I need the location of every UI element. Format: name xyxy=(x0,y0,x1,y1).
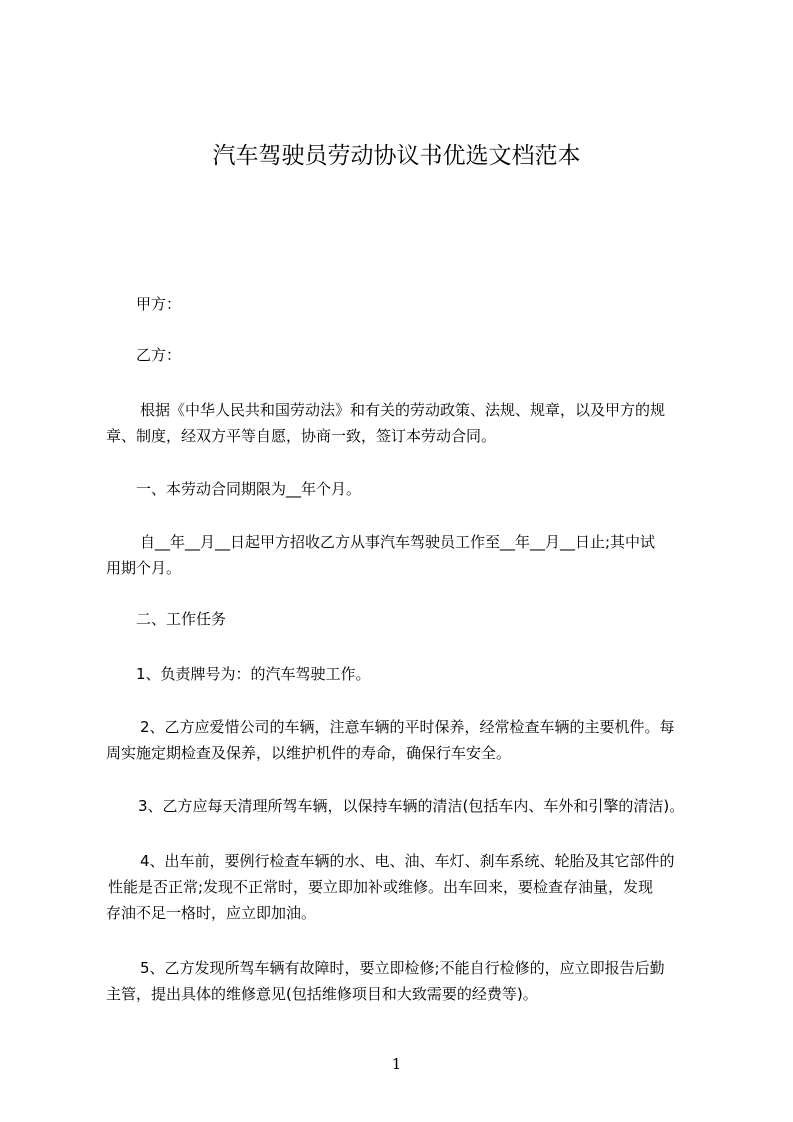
paragraph-line: 乙方： xyxy=(136,346,182,364)
paragraph-line: 性能是否正常;发现不正常时，要立即加补或维修。出车回来，要检查存油量，发现 xyxy=(108,878,654,896)
paragraph-line: 自__年__月__日起甲方招收乙方从事汽车驾驶员工作至__年__月__日止;其中试 xyxy=(140,533,656,551)
paragraph-line: 甲方： xyxy=(136,295,182,313)
paragraph-line: 4、出车前，要例行检查车辆的水、电、油、车灯、刹车系统、轮胎及其它部件的 xyxy=(140,852,675,870)
paragraph-party-b xyxy=(106,342,716,368)
paragraph-line: 主管，提出具体的维修意见(包括维修项目和大致需要的经费等)。 xyxy=(106,985,538,1003)
paragraph-line: 一、本劳动合同期限为__年个月。 xyxy=(136,480,362,498)
paragraph-task-2 xyxy=(106,714,716,766)
paragraph-period xyxy=(106,529,716,581)
paragraph-task-3 xyxy=(106,793,716,819)
paragraph-line: 章、制度，经双方平等自愿，协商一致，签订本劳动合同。 xyxy=(106,427,497,445)
paragraph-line: 二、工作任务 xyxy=(136,610,227,628)
paragraph-task-5 xyxy=(106,955,716,1007)
paragraph-line: 用期个月。 xyxy=(106,559,182,577)
paragraph-line: 周实施定期检查及保养，以维护机件的寿命，确保行车安全。 xyxy=(106,744,512,762)
paragraph-line: 存油不足一格时，应立即加油。 xyxy=(106,904,317,922)
paragraph-line: 3、乙方应每天清理所驾车辆，以保持车辆的清洁(包括车内、车外和引擎的清洁)。 xyxy=(138,797,685,815)
paragraph-line: 5、乙方发现所驾车辆有故障时，要立即检修;不能自行检修的，应立即报告后勤 xyxy=(140,959,665,977)
paragraph-line: 根据《中华人民共和国劳动法》和有关的劳动政策、法规、规章，以及甲方的规 xyxy=(140,401,666,419)
paragraph-preamble xyxy=(106,397,716,449)
page-number: 1 xyxy=(391,1055,402,1073)
paragraph-term xyxy=(106,476,716,502)
paragraph-party-a xyxy=(106,291,716,317)
document-title: 汽车驾驶员劳动协议书优选文档范本 xyxy=(212,143,581,169)
paragraph-line: 2、乙方应爱惜公司的车辆，注意车辆的平时保养，经常检查车辆的主要机件。每 xyxy=(140,718,675,736)
section-heading-work-tasks xyxy=(106,606,716,632)
paragraph-task-1 xyxy=(106,661,716,687)
paragraph-line: 1、负责牌号为：的汽车驾驶工作。 xyxy=(136,665,371,683)
paragraph-task-4 xyxy=(106,848,716,926)
